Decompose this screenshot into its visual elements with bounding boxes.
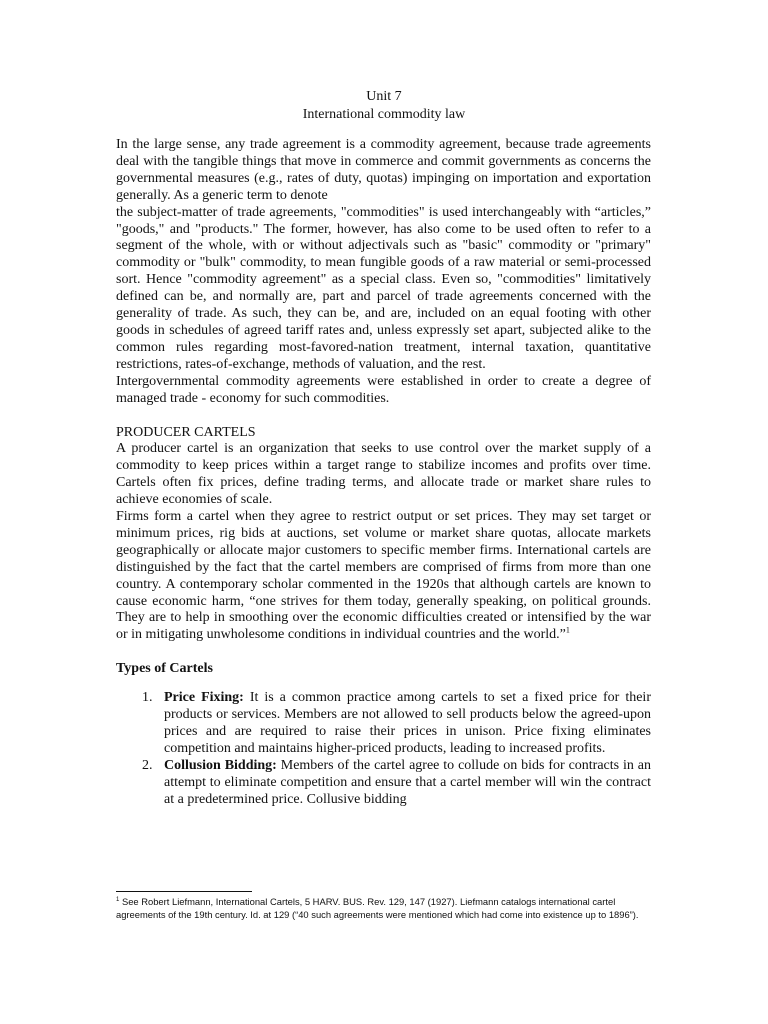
spacer bbox=[116, 408, 651, 425]
list-item-number: 2. bbox=[142, 757, 153, 773]
list-item-text: Members of the cartel agree to collude on bids for contracts in an attempt to eliminate competition and ensure that a cartel member will win the contract at a predetermined price. Collusive bidding bbox=[164, 757, 652, 807]
section-heading-types-of-cartels: Types of Cartels bbox=[116, 661, 213, 677]
list-item bbox=[116, 690, 651, 758]
footnote-divider bbox=[116, 891, 252, 892]
spacer bbox=[116, 678, 651, 690]
unit-label: Unit 7 bbox=[366, 89, 402, 104]
cartel-types-list bbox=[116, 690, 651, 808]
list-item-term: Collusion Bidding: bbox=[164, 757, 277, 773]
list-item-text: It is a common practice among cartels to set a fixed price for their products or services. Members are not allowed to sell products below the agreed-upon prices and are required to raise their prices in unison. Price fixing eliminates competition and maintains higher-priced products, leading to increased profits. bbox=[164, 690, 651, 756]
spacer bbox=[116, 644, 651, 661]
intro-paragraph-2: the subject-matter of trade agreements, "commodities" is used interchangeably with “articles,” "goods," and "products." The former, however, has also come to be used often to refer to a segment of the whole, with or without adjectivals such as "basic" commodity or "primary" commodity or "bulk" commodity, to mean fungible goods of a raw material or semi-processed sort. Hence "commodity agreement" as a special class. Even so, "commodities" limitatively defined can be, and normally are, part and parcel of trade agreements concerned with the generality of trade. As such, they can be, and are, included on an equal footing with other goods in schedules of agreed tariff rates and, unless expressly set apart, subjected alike to the common rules regarding most-favored-nation treatment, internal taxation, quantitative restrictions, rates-of-exchange, methods of valuation, and the rest. bbox=[116, 204, 651, 372]
section-heading-producer-cartels: PRODUCER CARTELS bbox=[116, 424, 256, 440]
document-body bbox=[116, 137, 651, 809]
list-item bbox=[116, 758, 651, 809]
footnote-text: See Robert Liefmann, International Cartels, 5 HARV. BUS. Rev. 129, 147 (1927). Liefmann catalogs international cartel agreements of the 19th century. Id. at 129 (“40 such agreements were mentioned which had come into existence up to 1896”). bbox=[116, 896, 639, 920]
cartels-paragraph-1: A producer cartel is an organization that seeks to use control over the market supply of a commodity to keep prices within a target range to stabilize incomes and profits over time. Cartels often fix prices, define trading terms, and allocate trade or market share rules to achieve economies of scale. bbox=[116, 441, 651, 508]
footnote-marker: 1 bbox=[116, 896, 120, 903]
footnote bbox=[116, 895, 656, 921]
document-header bbox=[0, 88, 768, 124]
document-title: International commodity law bbox=[302, 107, 466, 122]
intro-paragraph-1: In the large sense, any trade agreement is a commodity agreement, because trade agreements deal with the tangible things that move in commerce and commit governments as concerns the governmental measures (e.g., rates of duty, quotas) impinging on importation and exportation generally. As a generic term to denote bbox=[116, 137, 651, 203]
cartels-paragraph-2-text: Firms form a cartel when they agree to restrict output or set prices. They may set target or minimum prices, rig bids at auctions, set volume or market share quotas, allocate markets geographically or allocate major customers to specific member firms. International cartels are distinguished by the fact that the cartel members are comprised of firms from more than one country. A contemporary scholar commented in the 1920s that although cartels are known to cause economic harm, “one strives for them today, generally speaking, on political grounds. They are to help in smoothing over the economic difficulties created or intensified by the war or in mitigating unwholesome conditions in individual countries and the world.” bbox=[116, 509, 651, 643]
list-item-term: Price Fixing: bbox=[164, 690, 244, 706]
footnote-reference[interactable]: 1 bbox=[565, 625, 570, 635]
intro-paragraph-3: Intergovernmental commodity agreements were established in order to create a degree of managed trade - economy for such commodities. bbox=[116, 373, 651, 406]
cartels-paragraph-2 bbox=[116, 509, 651, 644]
list-item-number: 1. bbox=[142, 690, 153, 706]
